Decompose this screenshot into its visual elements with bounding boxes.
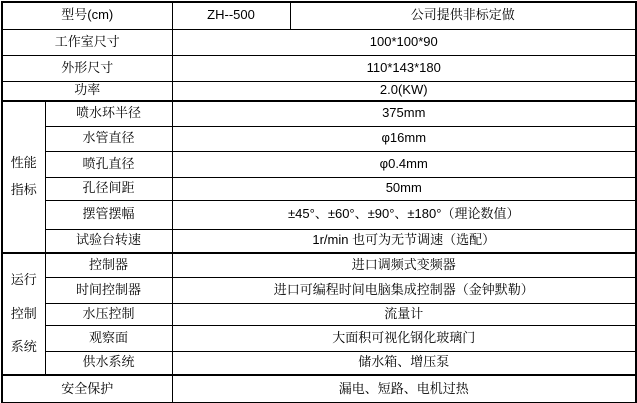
spec-value-cell: 1r/min 也可为无节调速（选配）	[172, 229, 636, 253]
spec-label-cell: 孔径间距	[45, 177, 172, 200]
spec-value-cell: 110*143*180	[172, 55, 636, 81]
spec-table	[1, 1, 637, 403]
spec-value-cell: 漏电、短路、电机过热	[172, 375, 636, 403]
model-row	[2, 2, 636, 29]
spec-label-cell: 水管直径	[45, 126, 172, 151]
spec-label-cell: 工作室尺寸	[2, 29, 172, 55]
spec-row-turntable-speed	[2, 229, 636, 253]
spec-value-cell: 375mm	[172, 101, 636, 126]
spec-label-cell: 观察面	[45, 325, 172, 351]
spec-value-cell: 流量计	[172, 303, 636, 325]
spec-label-cell: 摆管摆幅	[45, 200, 172, 229]
spec-row-swing-amplitude	[2, 200, 636, 229]
spec-label-cell: 水压控制	[45, 303, 172, 325]
spec-row-hole-spacing	[2, 177, 636, 200]
spec-value-cell: ±45°、±60°、±90°、±180°（理论数值）	[172, 200, 636, 229]
spec-row-pipe-diameter	[2, 126, 636, 151]
spec-row-outer-size	[2, 55, 636, 81]
spec-row-nozzle-diameter	[2, 151, 636, 177]
spec-table-page	[0, 1, 637, 403]
spec-value-cell: φ16mm	[172, 126, 636, 151]
spec-value-cell: 进口可编程时间电脑集成控制器（金钟默勒）	[172, 277, 636, 303]
performance-group-label: 性能 指标	[10, 155, 37, 197]
spec-row-water-pressure	[2, 303, 636, 325]
spec-value-cell: 100*100*90	[172, 29, 636, 55]
spec-value-cell: φ0.4mm	[172, 151, 636, 177]
spec-value-cell: 大面积可视化钢化玻璃门	[172, 325, 636, 351]
spec-label-cell: 外形尺寸	[2, 55, 172, 81]
spec-row-safety	[2, 375, 636, 403]
spec-label-cell: 喷水环半径	[45, 101, 172, 126]
spec-label-cell: 时间控制器	[45, 277, 172, 303]
spec-row-viewing-window	[2, 325, 636, 351]
spec-row-water-supply	[2, 351, 636, 375]
spec-label-cell: 试验台转速	[45, 229, 172, 253]
spec-row-power	[2, 81, 636, 101]
spec-row-controller	[2, 253, 636, 277]
spec-row-spray-ring-radius	[2, 101, 636, 126]
spec-label-cell: 控制器	[45, 253, 172, 277]
control-group-cell	[2, 253, 45, 375]
spec-value-cell: 2.0(KW)	[172, 81, 636, 101]
spec-row-time-controller	[2, 277, 636, 303]
spec-label-cell: 安全保护	[2, 375, 172, 403]
control-group-label: 运行 控制 系统	[10, 271, 37, 355]
custom-note-cell: 公司提供非标定做	[290, 2, 636, 29]
model-value-cell: ZH--500	[172, 2, 290, 29]
spec-value-cell: 储水箱、增压泵	[172, 351, 636, 375]
spec-row-chamber-size	[2, 29, 636, 55]
spec-label-cell: 功率	[2, 81, 172, 101]
spec-value-cell: 进口调频式变频器	[172, 253, 636, 277]
model-label-cell: 型号(cm)	[2, 2, 172, 29]
spec-label-cell: 供水系统	[45, 351, 172, 375]
performance-group-cell	[2, 101, 45, 253]
spec-label-cell: 喷孔直径	[45, 151, 172, 177]
spec-value-cell: 50mm	[172, 177, 636, 200]
